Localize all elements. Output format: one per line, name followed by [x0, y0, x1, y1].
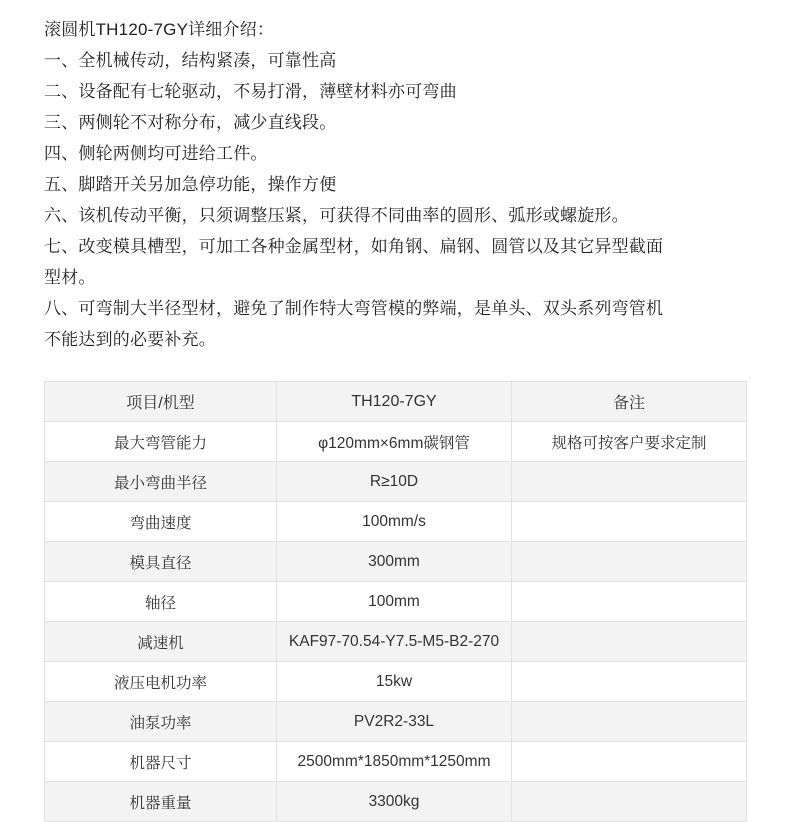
intro-line: 型材。	[44, 268, 96, 287]
cell-note	[512, 742, 747, 782]
intro-line: 滚圆机TH120-7GY详细介绍：	[44, 20, 275, 39]
cell-item: 液压电机功率	[45, 662, 277, 702]
cell-value: 15kw	[277, 662, 512, 702]
cell-note	[512, 462, 747, 502]
table-row	[45, 622, 747, 662]
table-row	[45, 662, 747, 702]
intro-line: 八、可弯制大半径型材，避免了制作特大弯管模的弊端，是单头、双头系列弯管机	[44, 299, 664, 318]
cell-value: 100mm/s	[277, 502, 512, 542]
cell-value: 300mm	[277, 542, 512, 582]
cell-value: KAF97-70.54-Y7.5-M5-B2-270	[277, 622, 512, 662]
cell-value: 3300kg	[277, 782, 512, 822]
table-row	[45, 502, 747, 542]
cell-note	[512, 502, 747, 542]
cell-item: 模具直径	[45, 542, 277, 582]
cell-item: 最小弯曲半径	[45, 462, 277, 502]
table-row	[45, 542, 747, 582]
intro-line: 五、脚踏开关另加急停功能，操作方便	[44, 175, 337, 194]
cell-item: 轴径	[45, 582, 277, 622]
intro-line: 三、两侧轮不对称分布，减少直线段。	[44, 113, 337, 132]
table-row	[45, 782, 747, 822]
cell-value: 2500mm*1850mm*1250mm	[277, 742, 512, 782]
cell-item: 机器尺寸	[45, 742, 277, 782]
table-row	[45, 702, 747, 742]
cell-item: 油泵功率	[45, 702, 277, 742]
cell-value: φ120mm×6mm碳钢管	[277, 422, 512, 462]
cell-note	[512, 582, 747, 622]
table-header-row	[45, 382, 747, 422]
cell-note	[512, 662, 747, 702]
cell-item: 弯曲速度	[45, 502, 277, 542]
table-row	[45, 582, 747, 622]
header-cell-item: 项目/机型	[45, 382, 277, 422]
cell-note: 规格可按客户要求定制	[512, 422, 747, 462]
cell-value: PV2R2-33L	[277, 702, 512, 742]
intro-line: 不能达到的必要补充。	[44, 330, 216, 349]
header-cell-note: 备注	[512, 382, 747, 422]
cell-note	[512, 702, 747, 742]
intro-line: 一、全机械传动，结构紧凑，可靠性高	[44, 51, 337, 70]
table-row	[45, 462, 747, 502]
intro-line: 四、侧轮两侧均可进给工件。	[44, 144, 268, 163]
intro-text-block	[44, 14, 746, 355]
cell-note	[512, 542, 747, 582]
cell-value: 100mm	[277, 582, 512, 622]
cell-item: 最大弯管能力	[45, 422, 277, 462]
cell-value: R≥10D	[277, 462, 512, 502]
cell-item: 减速机	[45, 622, 277, 662]
table-row	[45, 742, 747, 782]
intro-line: 二、设备配有七轮驱动，不易打滑，薄壁材料亦可弯曲	[44, 82, 457, 101]
intro-line: 七、改变模具槽型，可加工各种金属型材，如角钢、扁钢、圆管以及其它异型截面	[44, 237, 664, 256]
intro-line: 六、该机传动平衡，只须调整压紧，可获得不同曲率的圆形、弧形或螺旋形。	[44, 206, 629, 225]
cell-note	[512, 782, 747, 822]
specification-table	[44, 381, 747, 822]
table-row	[45, 422, 747, 462]
cell-note	[512, 622, 747, 662]
cell-item: 机器重量	[45, 782, 277, 822]
header-cell-model: TH120-7GY	[277, 382, 512, 422]
